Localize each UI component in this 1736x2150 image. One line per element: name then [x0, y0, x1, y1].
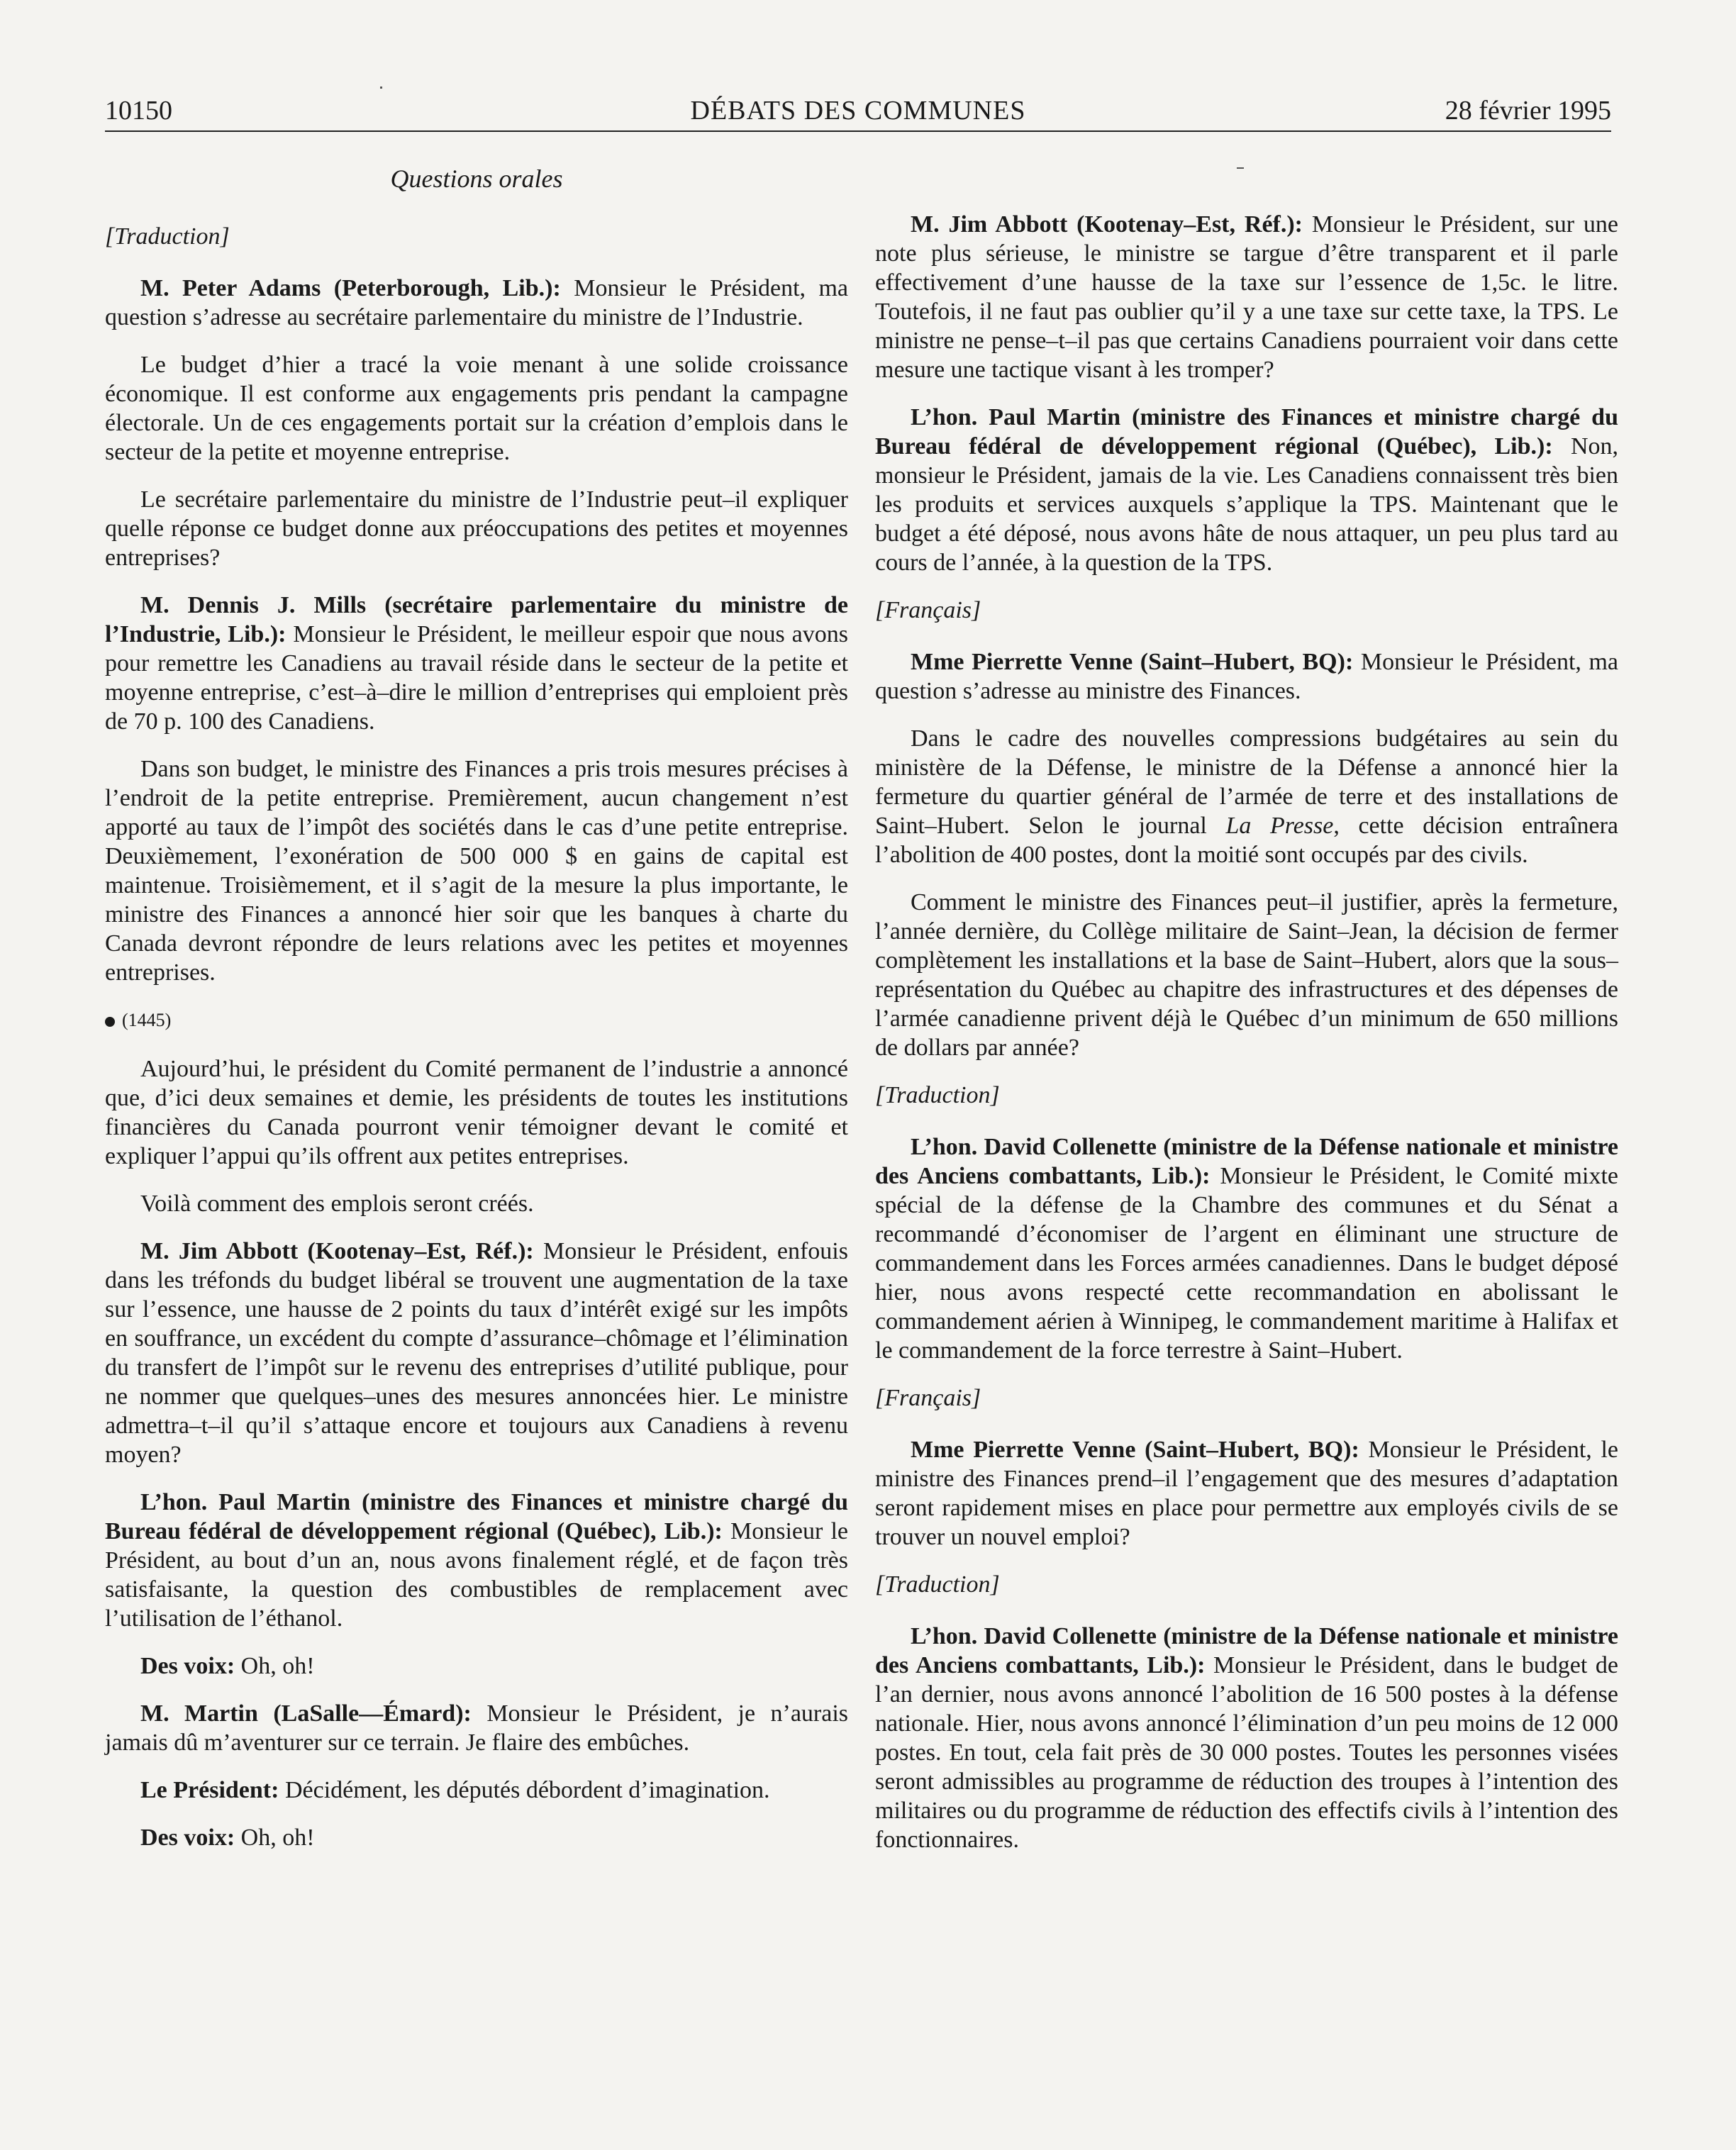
- speaker-name: L’hon. Paul Martin (ministre des Finances et ministre chargé du Bureau fédéral de développement régional (Québec), Lib.):: [105, 1489, 848, 1544]
- speech-text: Monsieur le Président, dans le budget de l’an dernier, nous avons annoncé l’abolition de 16 500 postes à la défense nationale. Hier, nous avons annoncé l’élimination d’un peu moins de 12 000 postes. En tout, cela fait près de 30 000 postes. Toutes les personnes visées seront admissibles au programme de réduction des troupes à l’intention des militaires ou du programme de réduction des effectifs civils à l’intention des fonctionnaires.: [875, 1652, 1618, 1853]
- speaker-name: Mme Pierrette Venne (Saint–Hubert, BQ):: [911, 649, 1354, 675]
- header-rule: [105, 130, 1611, 132]
- speaker-name: Mme Pierrette Venne (Saint–Hubert, BQ):: [911, 1437, 1359, 1463]
- speaker-name: Le Président:: [140, 1777, 279, 1803]
- speech-text: Monsieur le Président, le ministre des Finances prend–il l’engagement que des mesures d’adaptation seront rapidement mises en place pour permettre aux employés civils de se trouver un nouvel emploi?: [875, 1437, 1618, 1550]
- paragraph: Voilà comment des emplois seront créés.: [140, 1191, 534, 1217]
- speech-text: Non, monsieur le Président, jamais de la vie. Les Canadiens connaissent très bien les produits et services auxquels s’applique la TPS. Maintenant que le budget a été déposé, nous avons hâte de nous attaquer, un peu plus tard au cours de l’année, à la question de la TPS.: [875, 433, 1618, 576]
- paragraph: Le secrétaire parlementaire du ministre de l’Industrie peut–il expliquer quelle réponse ce budget donne aux préoccupations des petites et moyennes entreprises?: [105, 486, 848, 571]
- speech-text: Monsieur le Président, enfouis dans les tréfonds du budget libéral se trouvent une augmentation de la taxe sur l’essence, une hausse de 2 points du taux d’intérêt exigé sur les impôts en souffrance, un excédent du compte d’assurance–chômage et l’élimination du transfert de l’impôt sur le revenu des entreprises d’utilité publique, pour ne nommer que quelques–unes des mesures annoncées hier. Le ministre admettra–t–il qu’il s’attaque encore et toujours aux Canadiens à revenu moyen?: [105, 1238, 848, 1468]
- speech-text: Décidément, les députés débordent d’imagination.: [279, 1777, 770, 1803]
- speech-text: Oh, oh!: [235, 1825, 315, 1851]
- speech-text: Monsieur le Président, le Comité mixte spécial de la défense de la Chambre des communes et du Sénat a recommandé d’économiser de l’argent en éliminant une structure de commandement dans les Forces armées canadiennes. Dans le budget déposé hier, nous avons respecté cette recommandation en abolissant le commandement aérien à Winnipeg, le commandement maritime à Halifax et le commandement de la force terrestre à Saint–Hubert.: [875, 1163, 1618, 1364]
- language-label: [Français]: [875, 1385, 981, 1411]
- paragraph: [105, 1699, 848, 1757]
- right-column: [875, 210, 1618, 1873]
- paragraph: Aujourd’hui, le président du Comité permanent de l’industrie a annoncé que, d’ici deux semaines et demie, les présidents de toutes les institutions financières du Canada pourront venir témoigner devant le comité et expliquer l’appui qu’ils offrent aux petites entreprises.: [105, 1056, 848, 1169]
- paragraph: [875, 210, 1618, 384]
- speaker-name: L’hon. David Collenette (ministre de la Défense nationale et ministre des Anciens combattants, Lib.):: [875, 1134, 1618, 1189]
- paragraph: [875, 1132, 1618, 1365]
- page-header: [105, 91, 1611, 130]
- language-label: [Traduction]: [875, 1571, 1000, 1598]
- page-number: 10150: [105, 96, 172, 126]
- speaker-name: M. Peter Adams (Peterborough, Lib.):: [140, 275, 561, 301]
- paragraph: [875, 724, 1618, 869]
- speech-text: Monsieur le Président, le meilleur espoir que nous avons pour remettre les Canadiens au travail réside dans le secteur de la petite et moyenne entreprise, c’est–à–dire le million d’entreprises qui emploient près de 70 p. 100 des Canadiens.: [105, 621, 848, 735]
- speaker-name: M. Dennis J. Mills (secrétaire parlementaire du ministre de l’Industrie, Lib.):: [105, 592, 848, 647]
- paragraph: [875, 403, 1618, 577]
- time-stamp: [105, 1006, 848, 1035]
- speaker-name: Des voix:: [140, 1825, 235, 1851]
- speaker-name: M. Martin (LaSalle—Émard):: [140, 1700, 472, 1727]
- paragraph: [105, 1237, 848, 1469]
- speech-text: Monsieur le Président, au bout d’un an, nous avons finalement réglé, et de façon très satisfaisante, la question des combustibles de remplacement avec l’utilisation de l’éthanol.: [105, 1518, 848, 1632]
- language-label: [Traduction]: [105, 223, 230, 250]
- speech-text: Dans le cadre des nouvelles compressions budgétaires au sein du ministère de la Défense, le ministre de la Défense a annoncé hier la fermeture du quartier général de l’armée de terre et des installations de Saint–Hubert. Selon le journal: [875, 725, 1618, 839]
- section-heading: Questions orales: [390, 165, 563, 193]
- scan-speck: [380, 87, 382, 89]
- paragraph: Comment le ministre des Finances peut–il justifier, après la fermeture, l’année dernière, du Collège militaire de Saint–Jean, la décision de fermer complètement les installations et la base de Saint–Hubert, alors que la sous–représentation du Québec au chapitre des infrastructures et des dépenses de l’armée canadienne privent déjà le Québec d’un minimum de 650 millions de dollars par année?: [875, 889, 1618, 1061]
- language-label: [Français]: [875, 597, 981, 623]
- speaker-name: M. Jim Abbott (Kootenay–Est, Réf.):: [911, 211, 1303, 238]
- paragraph: [875, 1622, 1618, 1854]
- time-stamp-text: (1445): [122, 1010, 172, 1030]
- paragraph: [105, 274, 848, 332]
- speech-text: Monsieur le Président, ma question s’adresse au secrétaire parlementaire du ministre de l’Industrie.: [105, 275, 848, 330]
- speech-text: , cette décision entraînera l’abolition de 400 postes, dont la moitié sont occupés par des civils.: [875, 813, 1618, 868]
- left-column: [105, 165, 848, 1871]
- paragraph: [105, 1776, 848, 1805]
- newspaper-title: La Presse: [1225, 813, 1334, 839]
- paragraph: [105, 1652, 848, 1681]
- paragraph: Le budget d’hier a tracé la voie menant à une solide croissance économique. Il est conforme aux engagements pris pendant la campagne électorale. Un de ces engagements portait sur la création d’emplois dans le secteur de la petite et moyenne entreprise.: [105, 352, 848, 465]
- speech-text: Oh, oh!: [235, 1653, 315, 1679]
- speaker-name: M. Jim Abbott (Kootenay–Est, Réf.):: [140, 1238, 534, 1264]
- paragraph: [105, 591, 848, 736]
- page-date: 28 février 1995: [1445, 96, 1611, 126]
- speech-text: Monsieur le Président, sur une note plus sérieuse, le ministre se targue d’être transparent et il parle effectivement d’une hausse de la taxe sur l’essence de 1,5c. le litre. Toutefois, il ne faut pas oublier qu’il y a une taxe sur cette taxe, la TPS. Le ministre ne pense–t–il pas que certains Canadiens pourraient voir dans cette mesure une tactique visant à les tromper?: [875, 211, 1618, 383]
- language-label: [Traduction]: [875, 1082, 1000, 1108]
- publication-title: DÉBATS DES COMMUNES: [690, 96, 1026, 126]
- paragraph: Dans son budget, le ministre des Finances a pris trois mesures précises à l’endroit de la petite entreprise. Premièrement, aucun changement n’est apporté au taux de l’impôt des sociétés dans le cas d’une petite entreprise. Deuxièmement, l’exonération de 500 000 $ en gains de capital est maintenue. Troisièmement, et il s’agit de la mesure la plus importante, le ministre des Finances a annoncé hier soir que les banques à charte du Canada devront répondre de leurs relations avec les petites et moyennes entreprises.: [105, 756, 848, 986]
- speaker-name: Des voix:: [140, 1653, 235, 1679]
- speaker-name: L’hon. Paul Martin (ministre des Finances et ministre chargé du Bureau fédéral de développement régional (Québec), Lib.):: [875, 404, 1618, 459]
- speech-text: Monsieur le Président, je n’aurais jamais dû m’aventurer sur ce terrain. Je flaire des embûches.: [105, 1700, 848, 1756]
- paragraph: [105, 1488, 848, 1633]
- bullet-icon: [105, 1017, 115, 1027]
- paragraph: [105, 1823, 848, 1852]
- paragraph: [875, 647, 1618, 706]
- scan-speck: [1237, 167, 1244, 169]
- paragraph: [875, 1435, 1618, 1552]
- speech-text: Monsieur le Président, ma question s’adresse au ministre des Finances.: [875, 649, 1618, 704]
- speaker-name: L’hon. David Collenette (ministre de la Défense nationale et ministre des Anciens combattants, Lib.):: [875, 1623, 1618, 1678]
